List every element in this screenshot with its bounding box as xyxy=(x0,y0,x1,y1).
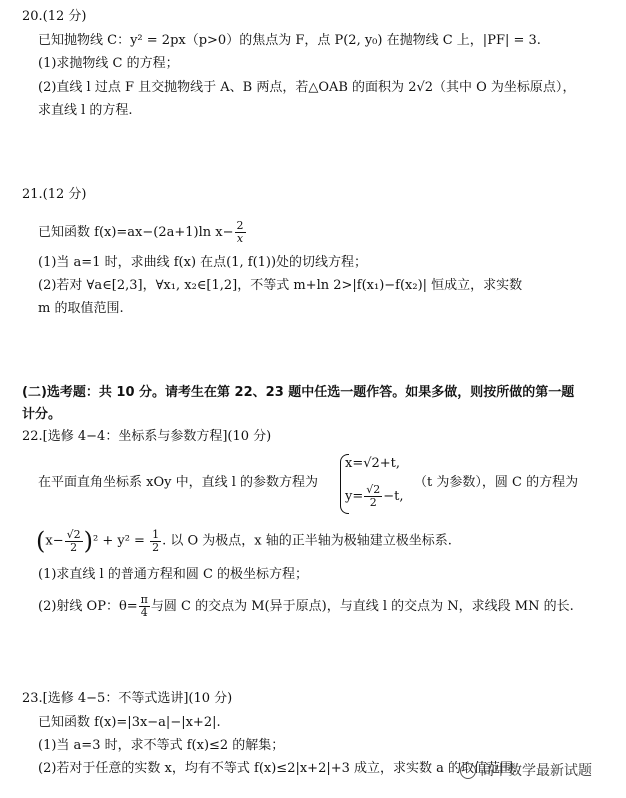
q22-paren-close: ) xyxy=(83,527,93,555)
q22-circ-den: 2 xyxy=(70,540,78,554)
q22-body: 在平面直角坐标系 xOy 中，直线 l 的参数方程为 xyxy=(38,475,319,490)
q22-circ-frac xyxy=(65,529,83,554)
q21-part2-cont: m 的取值范围. xyxy=(38,301,124,316)
q22-eq1: x=√2+t, xyxy=(345,456,401,471)
q22-p2-num: π xyxy=(140,593,148,606)
q22-p2-pre: (2)射线 OP：θ= xyxy=(38,599,138,614)
section-heading-cont: 计分。 xyxy=(22,407,62,422)
q22-p2-den: 4 xyxy=(140,606,148,619)
q20-part2-cont: 求直线 l 的方程. xyxy=(38,103,133,118)
wechat-icon xyxy=(460,763,476,779)
q21-part1: (1)当 a=1 时，求曲线 f(x) 在点(1, f(1))处的切线方程； xyxy=(38,255,368,270)
q22-circ-rnum: 1 xyxy=(152,527,160,541)
section-heading: (二)选考题：共 10 分。请考生在第 22、23 题中任选一题作答。如果多做，则按所做的第一题 xyxy=(22,385,575,400)
q23-body: 已知函数 f(x)=|3x−a|−|x+2|. xyxy=(38,715,221,730)
q22-eq2-den: 2 xyxy=(369,496,377,509)
q22-p2-frac xyxy=(139,594,150,619)
q21-frac-den: x xyxy=(236,232,244,245)
q21-fraction xyxy=(235,220,246,245)
q22-eq2-num: √2 xyxy=(366,483,381,496)
q22-body-post: （t 为参数），圆 C 的方程为 xyxy=(414,475,579,490)
q21-body-text: 已知函数 f(x)=ax−(2a+1)ln x− xyxy=(38,225,234,240)
q20-part2: (2)直线 l 过点 F 且交抛物线于 A、B 两点，若△OAB 的面积为 2√2（其中 O 为坐标原点）， xyxy=(38,80,576,95)
q22-circ-post: . 以 O 为极点，x 轴的正半轴为极轴建立极坐标系. xyxy=(162,533,452,549)
q22-p2-post: 与圆 C 的交点为 M(异于原点)，与直线 l 的交点为 N，求线段 MN 的长. xyxy=(150,599,574,614)
q23-part2: (2)若对于任意的实数 x，均有不等式 f(x)≤2|x+2|+3 成立，求实数 a 的取值范围. xyxy=(38,761,518,776)
q22-circ-rden: 2 xyxy=(152,540,160,554)
q21-heading: 21.(12 分) xyxy=(22,187,87,202)
q21-part2: (2)若对 ∀a∈[2,3]，∀x₁, x₂∈[1,2]，不等式 m+ln 2>|f(x₁)−f(x₂)| 恒成立，求实数 xyxy=(38,278,523,293)
q22-eq2-pre: y= xyxy=(345,489,364,504)
q21-frac-num: 2 xyxy=(236,219,244,232)
q22-part1: (1)求直线 l 的普通方程和圆 C 的极坐标方程； xyxy=(38,567,309,582)
q22-paren-open: ( xyxy=(36,527,46,555)
watermark-text: 高中数学最新试题 xyxy=(480,763,592,779)
q22-circ-num: √2 xyxy=(66,527,81,541)
q22-part2 xyxy=(38,592,574,622)
q20-body: 已知抛物线 C：y² = 2px（p>0）的焦点为 F，点 P(2, y₀) 在抛物线 C 上，|PF| = 3. xyxy=(38,33,541,48)
q23-heading: 23.[选修 4−5：不等式选讲](10 分) xyxy=(22,691,233,706)
q22-eq2-frac xyxy=(364,484,382,509)
q22-eq2 xyxy=(345,482,404,512)
q20-part1: (1)求抛物线 C 的方程； xyxy=(38,56,179,71)
q22-circle-eq xyxy=(36,524,452,559)
watermark xyxy=(460,760,592,780)
q22-heading: 22.[选修 4−4：坐标系与参数方程](10 分) xyxy=(22,429,272,444)
q22-circ-pre: x− xyxy=(45,533,64,549)
q21-body xyxy=(38,218,247,248)
q22-circ-mid: ² + y² = xyxy=(93,533,150,549)
q20-heading: 20.(12 分) xyxy=(22,9,87,24)
q23-part1: (1)当 a=3 时，求不等式 f(x)≤2 的解集； xyxy=(38,738,285,753)
q22-eq2-post: −t, xyxy=(383,489,404,504)
q22-circ-rfrac xyxy=(150,529,161,554)
